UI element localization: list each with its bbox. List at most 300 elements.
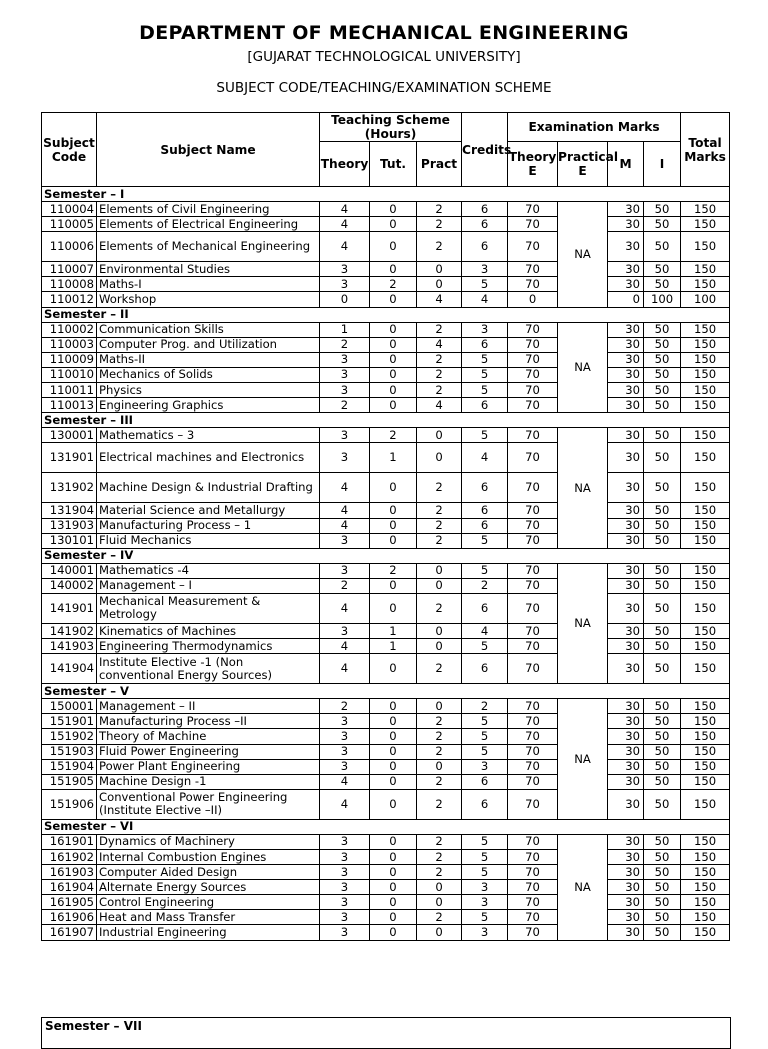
total-marks: 150 [681, 367, 730, 382]
teaching-pract: 0 [417, 428, 462, 443]
teaching-theory: 3 [320, 729, 370, 744]
teaching-theory: 3 [320, 744, 370, 759]
exam-theory: 70 [508, 428, 558, 443]
subject-name: Computer Prog. and Utilization [97, 337, 320, 352]
credits: 5 [462, 428, 508, 443]
total-marks: 150 [681, 654, 730, 684]
total-marks: 150 [681, 443, 730, 473]
subject-code: 110012 [42, 292, 97, 307]
table-row [42, 593, 730, 623]
total-marks: 150 [681, 895, 730, 910]
subject-name: Dynamics of Machinery [97, 834, 320, 849]
exam-theory: 70 [508, 337, 558, 352]
subject-name: Engineering Graphics [97, 398, 320, 413]
table-row [42, 578, 730, 593]
teaching-pract: 0 [417, 578, 462, 593]
total-marks: 150 [681, 533, 730, 548]
subject-name: Electrical machines and Electronics [97, 443, 320, 473]
marks-m: 30 [608, 744, 644, 759]
exam-theory: 70 [508, 699, 558, 714]
teaching-pract: 2 [417, 744, 462, 759]
marks-m: 30 [608, 578, 644, 593]
table-row [42, 563, 730, 578]
marks-m: 30 [608, 759, 644, 774]
teaching-pract: 0 [417, 443, 462, 473]
semester-header-row [42, 819, 730, 834]
teaching-theory: 3 [320, 865, 370, 880]
credits: 5 [462, 533, 508, 548]
credits: 5 [462, 383, 508, 398]
teaching-theory: 4 [320, 654, 370, 684]
teaching-pract: 0 [417, 563, 462, 578]
total-marks: 150 [681, 262, 730, 277]
marks-i: 50 [644, 428, 681, 443]
total-marks: 150 [681, 850, 730, 865]
marks-m: 30 [608, 880, 644, 895]
teaching-theory: 4 [320, 639, 370, 654]
subject-name: Mechanics of Solids [97, 367, 320, 382]
total-marks: 150 [681, 593, 730, 623]
subject-name: Alternate Energy Sources [97, 880, 320, 895]
subject-code: 130001 [42, 428, 97, 443]
subject-name: Communication Skills [97, 322, 320, 337]
header-exam-practical-label: Practical [558, 150, 619, 164]
teaching-tut: 0 [370, 367, 417, 382]
exam-theory: 70 [508, 473, 558, 503]
subject-name: Machine Design -1 [97, 774, 320, 789]
table-row [42, 367, 730, 382]
table-row [42, 533, 730, 548]
teaching-theory: 2 [320, 578, 370, 593]
marks-i: 50 [644, 895, 681, 910]
marks-m: 30 [608, 654, 644, 684]
teaching-theory: 1 [320, 322, 370, 337]
marks-m: 30 [608, 473, 644, 503]
teaching-pract: 2 [417, 352, 462, 367]
credits: 3 [462, 925, 508, 940]
marks-m: 30 [608, 774, 644, 789]
teaching-tut: 1 [370, 443, 417, 473]
marks-i: 50 [644, 623, 681, 638]
total-marks: 150 [681, 217, 730, 232]
subject-code: 151904 [42, 759, 97, 774]
table-row [42, 834, 730, 849]
marks-m: 30 [608, 729, 644, 744]
marks-m: 30 [608, 277, 644, 292]
semester-header-row [42, 684, 730, 699]
marks-i: 50 [644, 503, 681, 518]
marks-m: 30 [608, 232, 644, 262]
marks-m: 30 [608, 895, 644, 910]
table-row [42, 759, 730, 774]
credits: 5 [462, 910, 508, 925]
total-marks: 100 [681, 292, 730, 307]
semester-label: Semester – IV [42, 548, 730, 563]
teaching-pract: 2 [417, 503, 462, 518]
credits: 3 [462, 880, 508, 895]
marks-i: 50 [644, 322, 681, 337]
teaching-pract: 0 [417, 623, 462, 638]
table-row [42, 623, 730, 638]
marks-m: 30 [608, 337, 644, 352]
teaching-pract: 4 [417, 292, 462, 307]
semester-label: Semester – I [42, 187, 730, 202]
teaching-theory: 3 [320, 533, 370, 548]
credits: 5 [462, 367, 508, 382]
subject-name: Computer Aided Design [97, 865, 320, 880]
marks-i: 50 [644, 202, 681, 217]
header-pract: Pract [417, 142, 462, 187]
subject-name: Power Plant Engineering [97, 759, 320, 774]
credits: 4 [462, 443, 508, 473]
teaching-pract: 0 [417, 262, 462, 277]
teaching-pract: 2 [417, 865, 462, 880]
teaching-tut: 0 [370, 533, 417, 548]
subject-name: Engineering Thermodynamics [97, 639, 320, 654]
credits: 6 [462, 202, 508, 217]
semester-label: Semester – II [42, 307, 730, 322]
total-marks: 150 [681, 473, 730, 503]
teaching-tut: 0 [370, 834, 417, 849]
subject-code: 161903 [42, 865, 97, 880]
subject-code: 131904 [42, 503, 97, 518]
credits: 5 [462, 277, 508, 292]
teaching-theory: 3 [320, 880, 370, 895]
teaching-pract: 2 [417, 383, 462, 398]
table-row [42, 337, 730, 352]
subject-name: Conventional Power Engineering (Institute Elective –II) [97, 789, 320, 819]
teaching-theory: 3 [320, 428, 370, 443]
table-row [42, 473, 730, 503]
credits: 3 [462, 759, 508, 774]
exam-theory: 70 [508, 639, 558, 654]
semester-label: Semester – V [42, 684, 730, 699]
exam-theory: 70 [508, 623, 558, 638]
teaching-theory: 3 [320, 367, 370, 382]
table-row [42, 262, 730, 277]
exam-practical-na: NA [558, 834, 608, 940]
subject-code: 131903 [42, 518, 97, 533]
teaching-theory: 3 [320, 277, 370, 292]
teaching-tut: 0 [370, 850, 417, 865]
exam-theory: 70 [508, 352, 558, 367]
scheme-title: SUBJECT CODE/TEACHING/EXAMINATION SCHEME [216, 80, 552, 96]
table-row [42, 729, 730, 744]
exam-theory: 70 [508, 383, 558, 398]
teaching-tut: 2 [370, 563, 417, 578]
teaching-pract: 2 [417, 367, 462, 382]
next-table-semester-label: Semester – VII [45, 1019, 142, 1033]
teaching-tut: 0 [370, 292, 417, 307]
teaching-pract: 0 [417, 277, 462, 292]
credits: 6 [462, 789, 508, 819]
marks-i: 50 [644, 578, 681, 593]
exam-theory: 70 [508, 774, 558, 789]
header-i: I [644, 142, 681, 187]
credits: 3 [462, 262, 508, 277]
header-tut: Tut. [370, 142, 417, 187]
subject-code: 110004 [42, 202, 97, 217]
marks-i: 100 [644, 292, 681, 307]
credits: 6 [462, 217, 508, 232]
total-marks: 150 [681, 563, 730, 578]
subject-code: 141902 [42, 623, 97, 638]
teaching-tut: 0 [370, 925, 417, 940]
subject-name: Kinematics of Machines [97, 623, 320, 638]
total-marks: 150 [681, 714, 730, 729]
subject-name: Management – I [97, 578, 320, 593]
subject-code: 141901 [42, 593, 97, 623]
marks-m: 30 [608, 383, 644, 398]
marks-m: 30 [608, 714, 644, 729]
subject-code: 110010 [42, 367, 97, 382]
teaching-pract: 2 [417, 217, 462, 232]
total-marks: 150 [681, 834, 730, 849]
subject-name: Elements of Electrical Engineering [97, 217, 320, 232]
credits: 3 [462, 895, 508, 910]
teaching-pract: 2 [417, 729, 462, 744]
total-marks: 150 [681, 352, 730, 367]
marks-i: 50 [644, 714, 681, 729]
teaching-pract: 2 [417, 910, 462, 925]
table-row [42, 352, 730, 367]
teaching-tut: 0 [370, 714, 417, 729]
credits: 5 [462, 639, 508, 654]
exam-practical-na: NA [558, 322, 608, 413]
subject-code: 161902 [42, 850, 97, 865]
subject-name: Fluid Power Engineering [97, 744, 320, 759]
teaching-tut: 0 [370, 593, 417, 623]
header-exam-practical-e: E [578, 164, 587, 178]
subject-code: 110011 [42, 383, 97, 398]
subject-name: Material Science and Metallurgy [97, 503, 320, 518]
total-marks: 150 [681, 202, 730, 217]
total-marks: 150 [681, 759, 730, 774]
subject-code: 131902 [42, 473, 97, 503]
subject-code: 141904 [42, 654, 97, 684]
table-row [42, 428, 730, 443]
exam-practical-na: NA [558, 428, 608, 548]
credits: 4 [462, 292, 508, 307]
marks-m: 30 [608, 834, 644, 849]
teaching-tut: 0 [370, 217, 417, 232]
teaching-pract: 0 [417, 639, 462, 654]
marks-i: 50 [644, 910, 681, 925]
exam-theory: 70 [508, 895, 558, 910]
header-m: M [608, 142, 644, 187]
total-marks: 150 [681, 232, 730, 262]
header-theory: Theory [320, 142, 370, 187]
table-row [42, 383, 730, 398]
teaching-pract: 2 [417, 774, 462, 789]
exam-theory: 70 [508, 398, 558, 413]
credits: 6 [462, 398, 508, 413]
semester-header-row [42, 187, 730, 202]
exam-theory: 70 [508, 654, 558, 684]
marks-m: 30 [608, 322, 644, 337]
subject-name: Workshop [97, 292, 320, 307]
marks-i: 50 [644, 262, 681, 277]
exam-theory: 70 [508, 714, 558, 729]
exam-theory: 70 [508, 518, 558, 533]
marks-i: 50 [644, 744, 681, 759]
subject-code: 110002 [42, 322, 97, 337]
teaching-pract: 2 [417, 518, 462, 533]
teaching-theory: 4 [320, 789, 370, 819]
subject-code: 151901 [42, 714, 97, 729]
marks-m: 30 [608, 398, 644, 413]
total-marks: 150 [681, 729, 730, 744]
credits: 2 [462, 578, 508, 593]
teaching-tut: 0 [370, 699, 417, 714]
total-marks: 150 [681, 518, 730, 533]
subject-name: Mathematics -4 [97, 563, 320, 578]
scheme-table [41, 112, 730, 941]
exam-theory: 70 [508, 202, 558, 217]
table-row [42, 398, 730, 413]
teaching-theory: 3 [320, 383, 370, 398]
exam-theory: 70 [508, 503, 558, 518]
marks-i: 50 [644, 729, 681, 744]
marks-i: 50 [644, 774, 681, 789]
teaching-tut: 0 [370, 262, 417, 277]
next-table [41, 1017, 731, 1049]
teaching-theory: 4 [320, 217, 370, 232]
total-marks: 150 [681, 925, 730, 940]
subject-name: Maths-II [97, 352, 320, 367]
teaching-tut: 1 [370, 623, 417, 638]
teaching-tut: 0 [370, 895, 417, 910]
teaching-pract: 0 [417, 895, 462, 910]
semester-header-row [42, 307, 730, 322]
marks-i: 50 [644, 850, 681, 865]
teaching-tut: 0 [370, 503, 417, 518]
credits: 6 [462, 473, 508, 503]
subject-code: 131901 [42, 443, 97, 473]
semester-header-row [42, 413, 730, 428]
credits: 3 [462, 322, 508, 337]
credits: 4 [462, 623, 508, 638]
exam-theory: 70 [508, 367, 558, 382]
teaching-pract: 2 [417, 322, 462, 337]
teaching-pract: 0 [417, 699, 462, 714]
marks-i: 50 [644, 593, 681, 623]
teaching-tut: 0 [370, 729, 417, 744]
teaching-pract: 2 [417, 789, 462, 819]
teaching-theory: 3 [320, 262, 370, 277]
exam-theory: 70 [508, 759, 558, 774]
marks-i: 50 [644, 834, 681, 849]
subject-name: Management – II [97, 699, 320, 714]
teaching-theory: 3 [320, 850, 370, 865]
subject-name: Heat and Mass Transfer [97, 910, 320, 925]
credits: 5 [462, 865, 508, 880]
table-row [42, 714, 730, 729]
marks-i: 50 [644, 654, 681, 684]
teaching-tut: 2 [370, 428, 417, 443]
teaching-pract: 4 [417, 337, 462, 352]
credits: 6 [462, 518, 508, 533]
header-exam-theory [508, 142, 558, 187]
marks-i: 50 [644, 337, 681, 352]
exam-theory: 70 [508, 925, 558, 940]
total-marks: 150 [681, 789, 730, 819]
subject-code: 110009 [42, 352, 97, 367]
exam-theory: 70 [508, 277, 558, 292]
table-row [42, 322, 730, 337]
credits: 5 [462, 850, 508, 865]
credits: 5 [462, 563, 508, 578]
total-marks: 150 [681, 774, 730, 789]
table-row [42, 925, 730, 940]
teaching-tut: 0 [370, 337, 417, 352]
table-row [42, 277, 730, 292]
credits: 6 [462, 232, 508, 262]
marks-i: 50 [644, 639, 681, 654]
header-examination-marks: Examination Marks [508, 113, 681, 142]
exam-theory: 70 [508, 729, 558, 744]
teaching-theory: 3 [320, 714, 370, 729]
total-marks: 150 [681, 910, 730, 925]
exam-theory: 70 [508, 850, 558, 865]
teaching-theory: 3 [320, 910, 370, 925]
header-credits: Credits [462, 113, 508, 187]
header-subject-code: Subject Code [42, 113, 97, 187]
marks-m: 30 [608, 699, 644, 714]
table-row [42, 895, 730, 910]
subject-code: 130101 [42, 533, 97, 548]
subject-code: 110008 [42, 277, 97, 292]
teaching-tut: 0 [370, 202, 417, 217]
subject-name: Control Engineering [97, 895, 320, 910]
marks-i: 50 [644, 367, 681, 382]
marks-m: 30 [608, 639, 644, 654]
subject-name: Physics [97, 383, 320, 398]
marks-m: 30 [608, 865, 644, 880]
subject-name: Theory of Machine [97, 729, 320, 744]
teaching-theory: 4 [320, 518, 370, 533]
teaching-tut: 0 [370, 473, 417, 503]
teaching-pract: 0 [417, 925, 462, 940]
credits: 5 [462, 714, 508, 729]
marks-i: 50 [644, 759, 681, 774]
subject-code: 161905 [42, 895, 97, 910]
total-marks: 150 [681, 383, 730, 398]
document-subtitle: [GUJARAT TECHNOLOGICAL UNIVERSITY] [247, 49, 521, 65]
subject-code: 140002 [42, 578, 97, 593]
teaching-theory: 4 [320, 202, 370, 217]
marks-m: 30 [608, 428, 644, 443]
table-row [42, 217, 730, 232]
subject-code: 150001 [42, 699, 97, 714]
credits: 5 [462, 834, 508, 849]
teaching-theory: 3 [320, 623, 370, 638]
table-row [42, 639, 730, 654]
table-row [42, 774, 730, 789]
marks-m: 30 [608, 910, 644, 925]
table-row [42, 910, 730, 925]
total-marks: 150 [681, 699, 730, 714]
subject-code: 151905 [42, 774, 97, 789]
marks-i: 50 [644, 789, 681, 819]
marks-m: 30 [608, 925, 644, 940]
subject-code: 110007 [42, 262, 97, 277]
marks-i: 50 [644, 232, 681, 262]
exam-practical-na: NA [558, 202, 608, 307]
teaching-pract: 2 [417, 533, 462, 548]
table-row [42, 789, 730, 819]
teaching-tut: 0 [370, 865, 417, 880]
